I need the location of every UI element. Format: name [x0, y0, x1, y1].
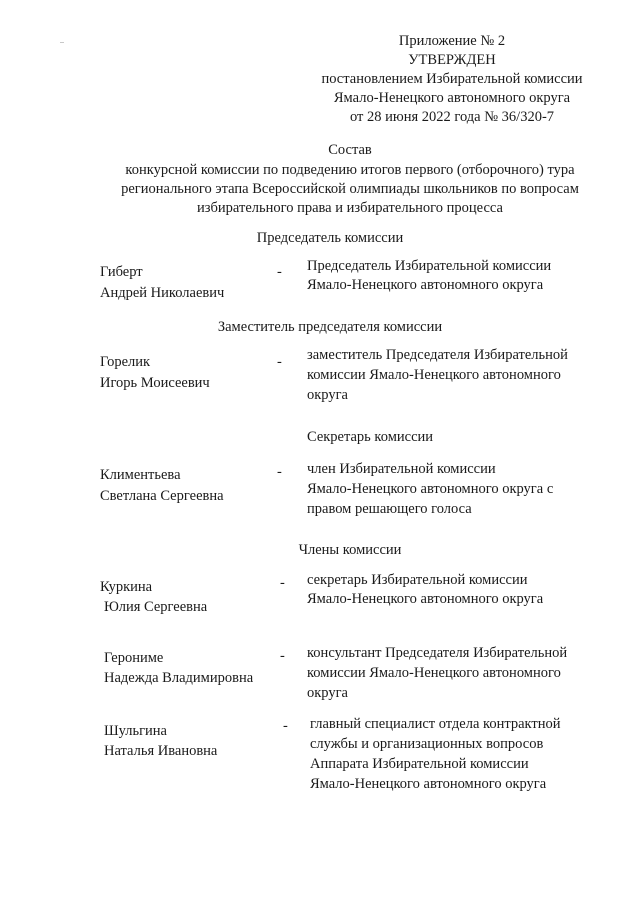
member-role-line: Ямало-Ненецкого автономного округа	[307, 591, 544, 607]
member-surname: Герониме	[104, 650, 164, 666]
member-surname: Куркина	[100, 579, 153, 595]
separator-dash: -	[277, 264, 282, 280]
member-role-line: консультант Председателя Избирательной	[307, 645, 568, 661]
document-subtitle-line-2: регионального этапа Всероссийской олимпиады школьников по вопросам	[121, 181, 579, 197]
member-role-line: комиссии Ямало-Ненецкого автономного	[307, 665, 561, 681]
separator-dash: -	[280, 575, 285, 591]
member-role-line: Ямало-Ненецкого автономного округа	[310, 776, 547, 792]
member-role-line: службы и организационных вопросов	[310, 736, 544, 752]
member-given-names: Андрей Николаевич	[100, 285, 225, 301]
separator-dash: -	[280, 648, 285, 664]
separator-dash: -	[283, 718, 288, 734]
separator-dash: -	[277, 354, 282, 370]
appendix-number: Приложение № 2	[398, 33, 506, 49]
section-heading-deputy: Заместитель председателя комиссии	[217, 319, 443, 335]
separator-dash: -	[277, 464, 282, 480]
member-surname: Шульгина	[104, 723, 167, 739]
member-given-names: Светлана Сергеевна	[100, 488, 224, 504]
member-role-line: правом решающего голоса	[307, 501, 472, 517]
member-given-names: Игорь Моисеевич	[100, 375, 210, 391]
member-given-names: Надежда Владимировна	[104, 670, 254, 686]
region-line: Ямало-Ненецкого автономного округа	[333, 90, 571, 106]
member-role-line: комиссии Ямало-Ненецкого автономного	[307, 367, 561, 383]
member-given-names: Юлия Сергеевна	[104, 599, 208, 615]
approved-label: УТВЕРЖДЕН	[408, 52, 496, 68]
resolution-date: от 28 июня 2022 года № 36/320-7	[349, 109, 555, 125]
member-role-line: округа	[307, 387, 348, 403]
member-given-names: Наталья Ивановна	[104, 743, 218, 759]
member-role-line: округа	[307, 685, 348, 701]
member-surname: Горелик	[100, 354, 151, 370]
member-surname: Климентьева	[100, 467, 181, 483]
section-heading-secretary: Секретарь комиссии	[306, 429, 434, 445]
member-role-line: член Избирательной комиссии	[307, 461, 496, 477]
member-role-line: Ямало-Ненецкого автономного округа	[307, 277, 544, 293]
section-heading-chairman: Председатель комиссии	[256, 230, 404, 246]
section-heading-members: Члены комиссии	[298, 542, 402, 558]
member-role-line: Аппарата Избирательной комиссии	[310, 756, 529, 772]
member-role-line: Ямало-Ненецкого автономного округа с	[307, 481, 554, 497]
document-title: Состав	[328, 142, 372, 158]
document-subtitle-line-1: конкурсной комиссии по подведению итогов первого (отборочного) тура	[125, 162, 575, 178]
member-role-line: секретарь Избирательной комиссии	[307, 572, 528, 588]
member-role-line: Председатель Избирательной комиссии	[307, 258, 552, 274]
member-role-line: главный специалист отдела контрактной	[310, 716, 561, 732]
member-surname: Гиберт	[100, 264, 143, 280]
resolution-line: постановлением Избирательной комиссии	[321, 71, 583, 87]
document-subtitle-line-3: избирательного права и избирательного процесса	[197, 200, 503, 216]
scan-artifact	[60, 42, 64, 43]
member-role-line: заместитель Председателя Избирательной	[307, 347, 568, 363]
